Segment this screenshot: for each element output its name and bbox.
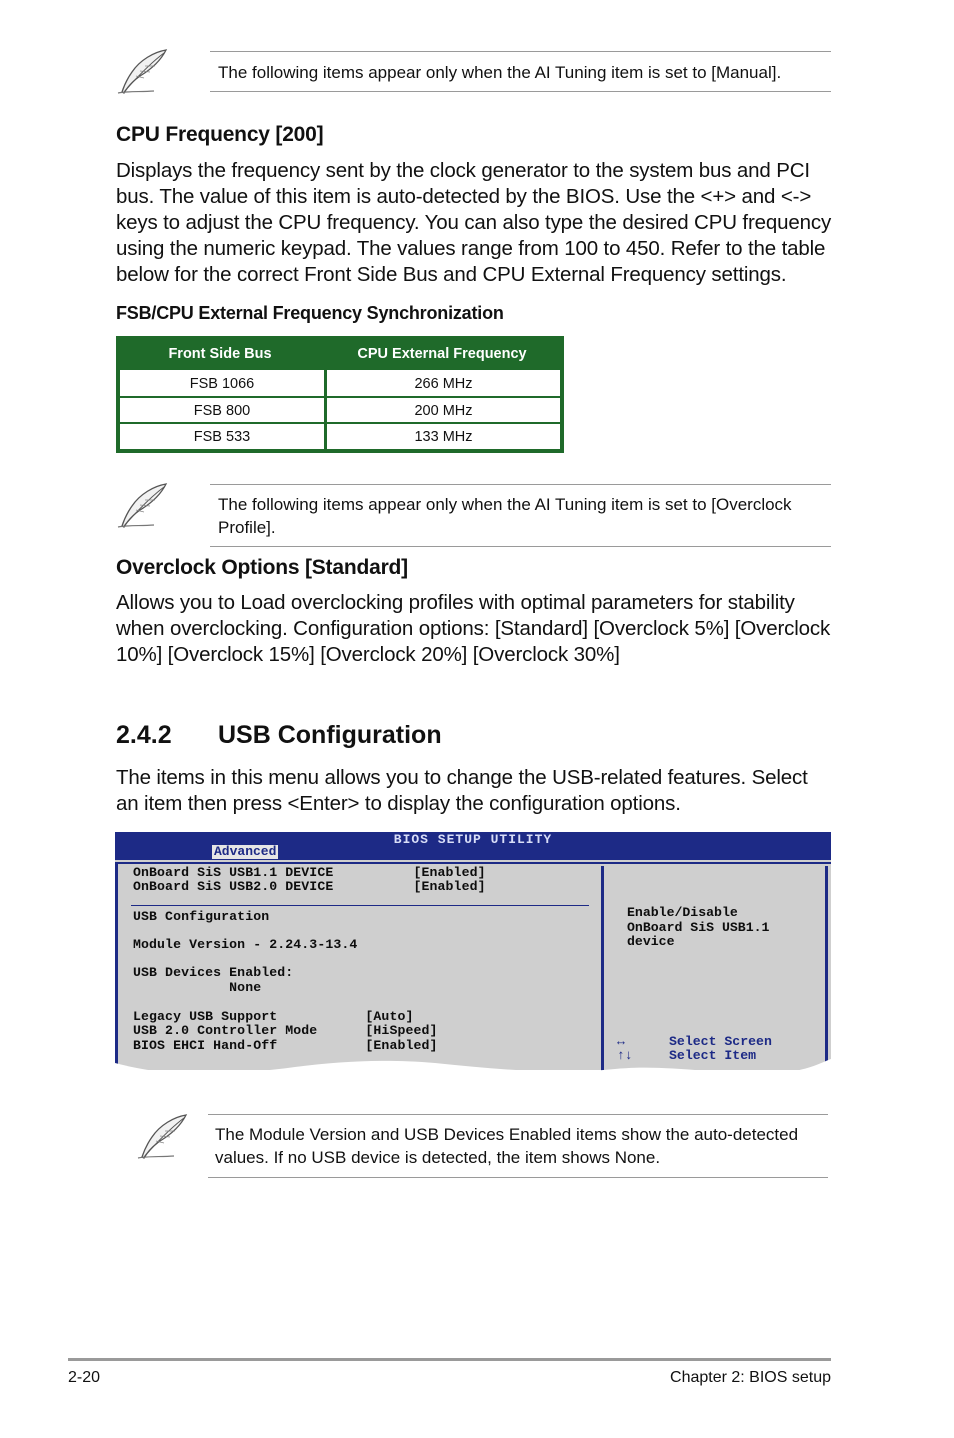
bios-title: BIOS SETUP UTILITY [393,832,553,847]
table-row [120,370,560,396]
table-cell-freq: 266 MHz [414,376,473,392]
bios-frame-right [825,866,828,1066]
bios-item-ehci-handoff[interactable]: BIOS EHCI Hand-Off [Enabled] [133,1038,438,1053]
note-usb-text: The Module Version and USB Devices Enabled items show the auto-detected values. If no USB device is detected, the item shows None. [215,1125,799,1167]
cpu-frequency-heading: CPU Frequency [200] [116,123,324,146]
bios-main-panel [115,860,831,1070]
bios-frame-left [115,862,118,1067]
bios-help-text: Enable/Disable OnBoard SiS USB1.1 device [627,905,770,949]
bios-separator [131,905,589,906]
column-divider [324,370,327,449]
bios-usb-devices-value: None [133,980,262,995]
note-bottom-rule [210,91,831,92]
table-body [120,370,560,449]
table-row [120,423,560,449]
table-cell-freq: 200 MHz [414,403,473,419]
section-number: 2.4.2 [116,721,172,749]
bios-screenshot [115,832,831,1097]
table-row [120,397,560,423]
bios-tab-advanced[interactable]: Advanced [214,844,277,859]
usb-section-body: The items in this menu allows you to change the USB-related features. Select an item then press <Enter> to display the configuration options. [116,766,808,815]
footer-page-number: 2-20 [68,1369,101,1386]
bios-item-usb20[interactable]: OnBoard SiS USB2.0 DEVICE [Enabled] [133,879,486,894]
table-header [116,336,564,370]
bios-module-version: Module Version - 2.24.3-13.4 [133,937,358,952]
arrow-left-right-icon: ↔ [617,1034,625,1049]
bios-key-select-item: Select Item [669,1048,757,1063]
bios-frame-top [115,862,831,864]
note-top-rule [208,1114,828,1115]
bios-item-usb11[interactable]: OnBoard SiS USB1.1 DEVICE [Enabled] [133,865,486,880]
torn-edge [115,1057,831,1097]
note-bottom-rule [210,546,831,547]
note-top-rule [210,484,831,485]
note-overclock-text: The following items appear only when the AI Tuning item is set to [Overclock Profile]. [218,495,792,537]
feather-pen-icon [114,46,172,94]
overclock-options-body: Allows you to Load overclocking profiles with optimal parameters for stability when overclocking. Configuration options: [Standard] [Overclock 5%] [Overclock 10%] [Overclock 15%] [Overclock 20%] [Overclock 30%] [116,591,831,666]
note-top-rule [210,51,831,52]
bios-key-select-screen: Select Screen [669,1034,772,1049]
note-bottom-rule [208,1177,828,1178]
bios-item-usb20-mode[interactable]: USB 2.0 Controller Mode [HiSpeed] [133,1023,438,1038]
table-cell-fsb: FSB 1066 [189,376,255,392]
fsb-frequency-table [116,336,564,453]
feather-pen-icon [114,480,172,528]
header-front-side-bus: Front Side Bus [168,346,272,362]
footer-chapter: Chapter 2: BIOS setup [670,1369,831,1386]
note-manual-text: The following items appear only when the AI Tuning item is set to [Manual]. [218,63,782,82]
table-cell-fsb: FSB 800 [193,403,251,419]
cpu-frequency-body: Displays the frequency sent by the clock generator to the system bus and PCI bus. The value of this item is auto-detected by the BIOS. Use the <+> and <-> keys to adjust the CPU frequency. You can also type the desired CPU frequency using the numeric keypad. The values range from 100 to 450. Refer to the table below for the correct Front Side Bus and CPU External Frequency settings. [116,159,832,286]
bios-usb-configuration: USB Configuration [133,909,270,924]
bios-usb-devices-enabled: USB Devices Enabled: [133,965,294,980]
bios-item-legacy-usb[interactable]: Legacy USB Support [Auto] [133,1009,414,1024]
table-cell-freq: 133 MHz [414,429,473,445]
feather-pen-icon [134,1111,192,1159]
section-title: USB Configuration [218,721,442,749]
arrow-up-down-icon: ↑↓ [617,1048,633,1063]
fsb-table-caption: FSB/CPU External Frequency Synchronization [116,303,504,323]
bios-title-bar [115,832,831,860]
header-cpu-external-frequency: CPU External Frequency [357,346,527,362]
bios-frame-divider [601,866,604,1078]
table-cell-fsb: FSB 533 [193,429,251,445]
overclock-options-heading: Overclock Options [Standard] [116,556,408,579]
footer-rule [68,1358,831,1361]
